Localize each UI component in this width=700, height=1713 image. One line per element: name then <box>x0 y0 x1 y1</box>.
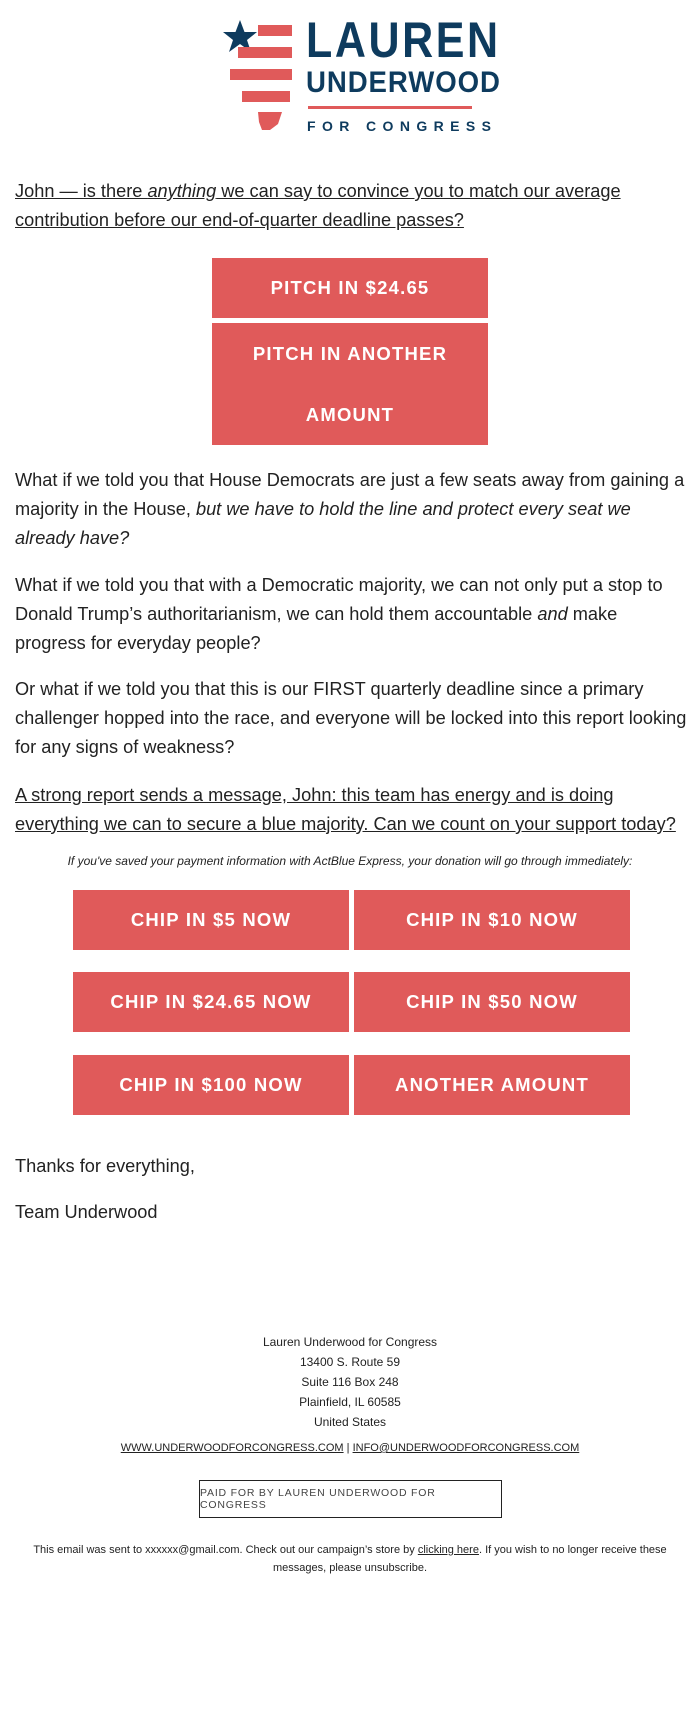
pitch-another-line-1: PITCH IN ANOTHER <box>252 343 448 364</box>
p1-italic-text: but we have to hold the line and protect every seat we already have? <box>15 499 631 548</box>
address-line-2: 13400 S. Route 59 <box>299 1355 401 1369</box>
body-paragraph-2 <box>15 571 690 658</box>
website-link[interactable]: WWW.UNDERWOODFORCONGRESS.COM <box>120 1442 344 1454</box>
pitch-another-line-2: AMOUNT <box>305 404 395 425</box>
store-link[interactable]: clicking here <box>417 1544 479 1556</box>
chip-10-button[interactable]: CHIP IN $10 NOW <box>354 890 630 950</box>
logo-underwood-text: UNDERWOOD <box>306 66 501 99</box>
intro-text-2: we can say to convince you to match our average contribution before our end-of-quarter deadline passes? <box>15 181 621 230</box>
p2-text-1: What if we told you that with a Democratic majority, we can not only put a stop to Donald Trump’s authoritarianism, we can hold them accountable <box>15 575 663 624</box>
pitch-in-another-amount-button[interactable] <box>212 323 488 445</box>
team-signature: Team Underwood <box>15 1202 158 1222</box>
campaign-logo <box>0 0 700 150</box>
address-line-1: Lauren Underwood for Congress <box>262 1335 438 1349</box>
p2-text-2: make progress for everyday people? <box>15 604 618 653</box>
thanks-text: Thanks for everything, <box>15 1156 195 1176</box>
address-line-5: United States <box>313 1415 387 1429</box>
paid-for-disclaimer: PAID FOR BY LAUREN UNDERWOOD FOR CONGRESS <box>199 1480 502 1518</box>
address-line-3: Suite 116 Box 248 <box>301 1375 399 1389</box>
intro-text-1: John — is there <box>15 181 148 201</box>
legal-text-1: This email was sent to xxxxxx@gmail.com. Check out our campaign’s store by <box>33 1544 418 1556</box>
chip-5-button[interactable]: CHIP IN $5 NOW <box>73 890 349 950</box>
logo-divider <box>308 106 472 109</box>
chip-24-65-button[interactable]: CHIP IN $24.65 NOW <box>73 972 349 1032</box>
email-link[interactable]: INFO@UNDERWOODFORCONGRESS.COM <box>352 1442 580 1454</box>
logo-lauren-text: LAUREN <box>306 12 501 68</box>
link-separator: | <box>346 1442 350 1454</box>
body-paragraph-4-link[interactable]: A strong report sends a message, John: this team has energy and is doing everything we can to secure a blue majority. Can we count on your support today? <box>15 785 676 834</box>
footer-links <box>0 1442 700 1454</box>
chip-50-button[interactable]: CHIP IN $50 NOW <box>354 972 630 1032</box>
p2-italic-text: and <box>537 604 568 624</box>
chip-another-amount-button[interactable]: ANOTHER AMOUNT <box>354 1055 630 1115</box>
legal-text <box>25 1541 675 1577</box>
intro-text-emphasis: anything <box>147 181 217 201</box>
address-line-4: Plainfield, IL 60585 <box>299 1395 401 1409</box>
body-paragraph-1 <box>15 466 690 553</box>
chip-100-button[interactable]: CHIP IN $100 NOW <box>73 1055 349 1115</box>
intro-paragraph[interactable] <box>15 177 690 235</box>
footer-address <box>0 1332 700 1432</box>
p1-text: What if we told you that House Democrats are just a few seats away from gaining a majority in the House, <box>15 470 685 519</box>
actblue-express-note: If you've saved your payment information with ActBlue Express, your donation will go through immediately: <box>67 854 633 868</box>
body-paragraph-3: Or what if we told you that this is our FIRST quarterly deadline since a primary challenger hopped into the race, and everyone will be locked into this report looking for any signs of weakness? <box>15 679 687 757</box>
logo-for-congress-text: FOR CONGRESS <box>307 118 498 134</box>
pitch-in-button[interactable]: PITCH IN $24.65 <box>212 258 488 318</box>
legal-text-2: . If you wish to no longer receive these messages, please unsubscribe. <box>272 1544 667 1574</box>
